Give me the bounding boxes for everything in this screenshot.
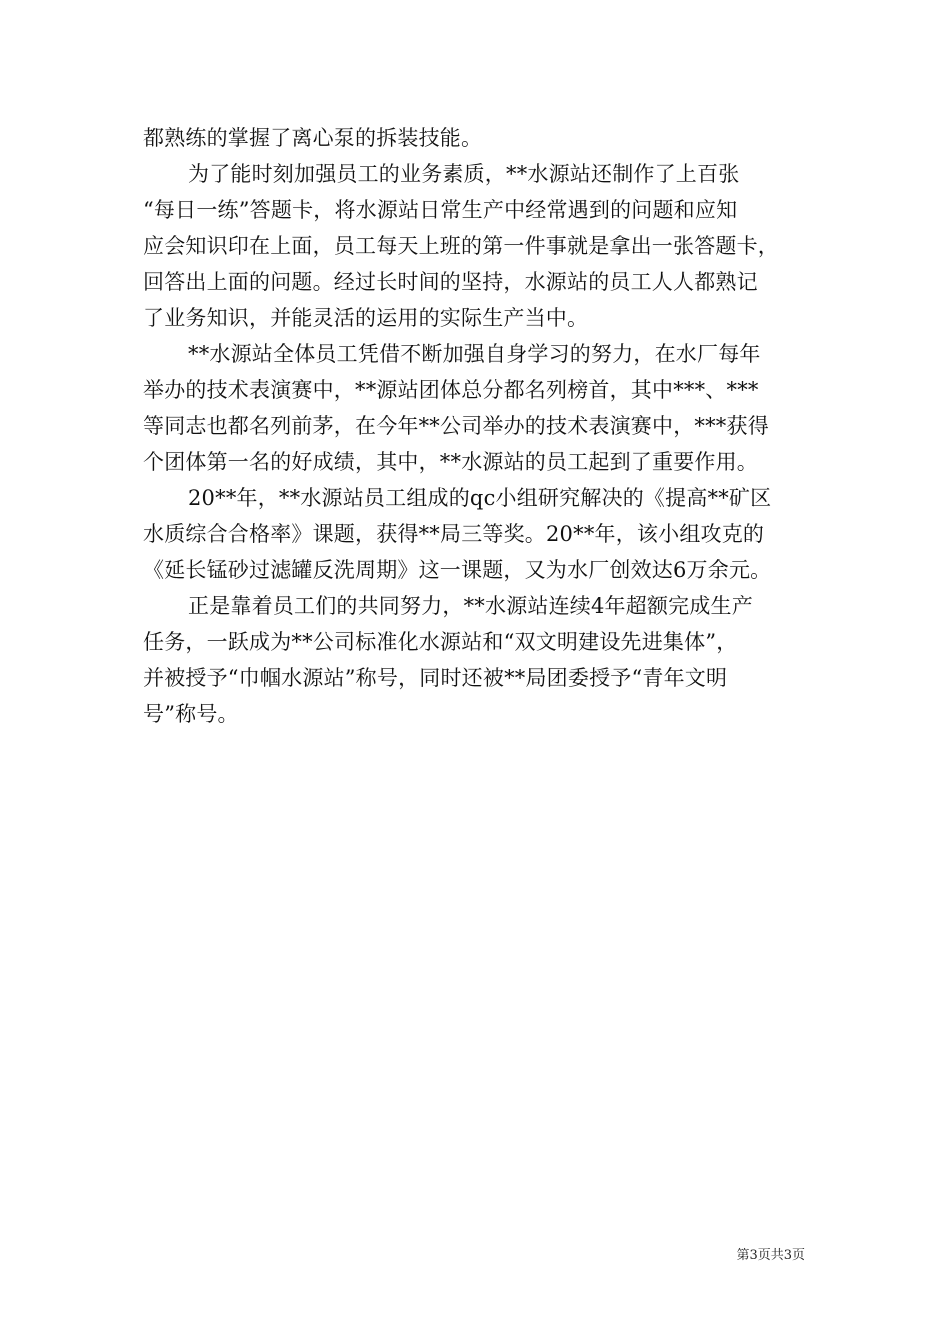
paragraph-start-line: **水源站全体员工凭借不断加强自身学习的努力，在水厂每年 <box>188 342 761 366</box>
paragraph-start-line: 正是靠着员工们的共同努力，**水源站连续4年超额完成生产 <box>188 594 753 618</box>
text-line: 号”称号。 <box>143 702 239 726</box>
text-line: 举办的技术表演赛中，**源站团体总分都名列榜首，其中***、*** <box>143 378 759 402</box>
paragraph-start-line: 20**年，**水源站员工组成的qc小组研究解决的《提高**矿区 <box>188 486 772 510</box>
text-line: 水质综合合格率》课题，获得**局三等奖。20**年，该小组攻克的 <box>143 522 765 546</box>
text-line: 回答出上面的问题。经过长时间的坚持，水源站的员工人人都熟记 <box>143 270 758 294</box>
text-line: 都熟练的掌握了离心泵的拆装技能。 <box>143 126 483 150</box>
text-line: 并被授予“巾帼水源站”称号，同时还被**局团委授予“青年文明 <box>143 666 728 690</box>
page-number-footer: 第3页共3页 <box>736 1248 805 1263</box>
text-line: 《延长锰砂过滤罐反洗周期》这一课题，又为水厂创效达6万余元。 <box>143 558 772 582</box>
text-line: 任务，一跃成为**公司标准化水源站和“双文明建设先进集体”， <box>143 630 738 654</box>
text-line: 等同志也都名列前茅，在今年**公司举办的技术表演赛中，***获得 <box>143 414 769 438</box>
text-line: “每日一练”答题卡，将水源站日常生产中经常遇到的问题和应知 <box>143 198 738 222</box>
text-line: 了业务知识，并能灵活的运用的实际生产当中。 <box>143 306 589 330</box>
text-line: 个团体第一名的好成绩，其中，**水源站的员工起到了重要作用。 <box>143 450 758 474</box>
text-line: 应会知识印在上面，员工每天上班的第一件事就是拿出一张答题卡， <box>143 234 779 258</box>
paragraph-start-line: 为了能时刻加强员工的业务素质，**水源站还制作了上百张 <box>188 162 740 186</box>
